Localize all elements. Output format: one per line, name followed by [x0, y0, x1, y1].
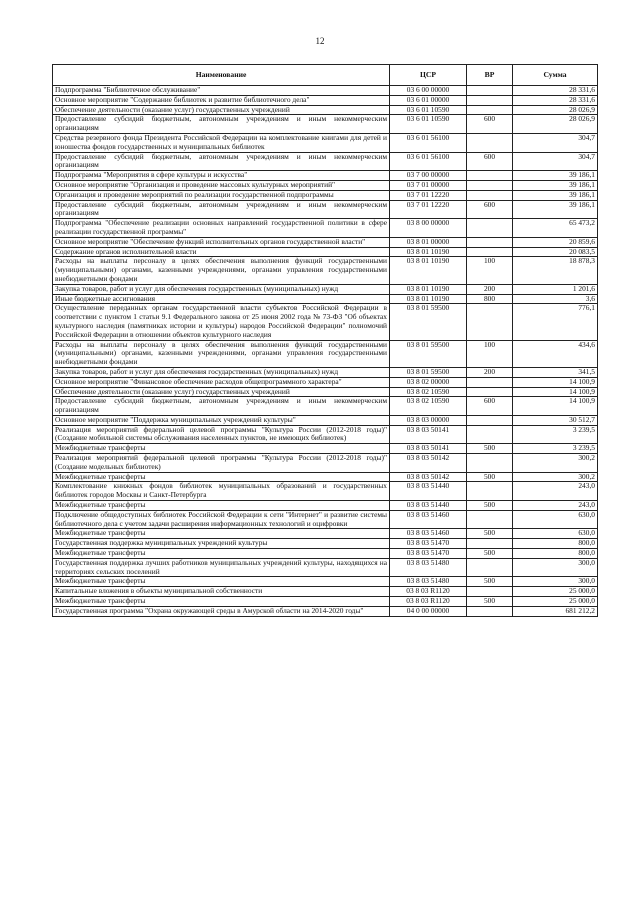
row-sum: 300,0 — [513, 577, 598, 587]
row-name: Подпрограмма "Мероприятия в сфере культуры и искусства" — [53, 171, 390, 181]
table-row — [53, 549, 598, 559]
row-vr — [467, 415, 513, 425]
row-sum: 434,6 — [513, 340, 598, 367]
row-vr — [467, 86, 513, 96]
row-vr: 500 — [467, 501, 513, 511]
row-code: 03 8 02 10590 — [390, 397, 467, 416]
row-sum: 243,0 — [513, 482, 598, 501]
row-vr: 100 — [467, 257, 513, 284]
row-name: Обеспечение деятельности (оказание услуг) государственных учреждений — [53, 105, 390, 115]
row-sum: 28 026,9 — [513, 105, 598, 115]
table-row — [53, 597, 598, 607]
table-row — [53, 501, 598, 511]
row-name: Иные бюджетные ассигнования — [53, 294, 390, 304]
row-vr — [467, 606, 513, 616]
row-sum: 28 026,9 — [513, 115, 598, 134]
row-code: 03 8 01 10190 — [390, 284, 467, 294]
row-sum: 3 239,5 — [513, 444, 598, 454]
row-code: 03 8 03 51440 — [390, 482, 467, 501]
row-name: Основное мероприятие "Организация и проведение массовых культурных мероприятий" — [53, 180, 390, 190]
row-vr — [467, 237, 513, 247]
row-vr — [467, 377, 513, 387]
row-name: Государственная поддержка муниципальных учреждений культуры — [53, 539, 390, 549]
row-name: Государственная программа "Охрана окружающей среды в Амурской области на 2014-2020 годы" — [53, 606, 390, 616]
row-sum: 300,2 — [513, 472, 598, 482]
row-code: 03 8 03 50142 — [390, 472, 467, 482]
row-vr: 500 — [467, 444, 513, 454]
table-row — [53, 482, 598, 501]
row-name: Реализация мероприятий федеральной целевой программы "Культура России (2012-2018 годы)" (Создание модельных библиотек) — [53, 454, 390, 473]
row-name: Межбюджетные трансферты — [53, 577, 390, 587]
row-sum: 39 186,1 — [513, 190, 598, 200]
row-name: Государственная поддержка лучших работников муниципальных учреждений культуры, находящихся на территориях сельских поселений — [53, 558, 390, 577]
row-name: Основное мероприятие "Финансовое обеспечение расходов общепрограммного характера" — [53, 377, 390, 387]
row-name: Организация и проведение мероприятий по реализации государственной подпрограммы — [53, 190, 390, 200]
row-vr: 500 — [467, 597, 513, 607]
row-vr: 500 — [467, 529, 513, 539]
row-vr: 500 — [467, 472, 513, 482]
row-vr — [467, 304, 513, 340]
row-name: Межбюджетные трансферты — [53, 472, 390, 482]
row-sum: 800,0 — [513, 539, 598, 549]
row-code: 04 0 00 00000 — [390, 606, 467, 616]
row-name: Подпрограмма "Обеспечение реализации основных направлений государственной политики в сфере реализации государственной программы" — [53, 219, 390, 238]
table-row — [53, 152, 598, 171]
row-code: 03 7 01 12220 — [390, 190, 467, 200]
table-row — [53, 171, 598, 181]
row-sum: 1 201,6 — [513, 284, 598, 294]
row-code: 03 6 01 56100 — [390, 152, 467, 171]
table-body — [53, 86, 598, 617]
row-sum: 304,7 — [513, 152, 598, 171]
row-vr — [467, 219, 513, 238]
row-vr: 600 — [467, 397, 513, 416]
table-row — [53, 304, 598, 340]
row-code: 03 7 00 00000 — [390, 171, 467, 181]
table-row — [53, 425, 598, 444]
row-code: 03 8 01 59500 — [390, 304, 467, 340]
row-code: 03 8 03 51470 — [390, 549, 467, 559]
row-vr — [467, 171, 513, 181]
row-sum: 65 473,2 — [513, 219, 598, 238]
row-code: 03 8 00 00000 — [390, 219, 467, 238]
row-sum: 800,0 — [513, 549, 598, 559]
table-row — [53, 377, 598, 387]
row-vr — [467, 558, 513, 577]
row-name: Содержание органов исполнительной власти — [53, 247, 390, 257]
row-name: Капитальные вложения в объекты муниципальной собственности — [53, 587, 390, 597]
row-name: Основное мероприятие "Поддержка муниципальных учреждений культуры" — [53, 415, 390, 425]
row-code: 03 8 03 51460 — [390, 529, 467, 539]
row-vr: 600 — [467, 115, 513, 134]
row-name: Комплектование книжных фондов библиотек муниципальных образований и государственных библиотек городов Москвы и Санкт-Петербурга — [53, 482, 390, 501]
row-code: 03 8 03 R1120 — [390, 587, 467, 597]
row-name: Закупка товаров, работ и услуг для обеспечения государственных (муниципальных) нужд — [53, 367, 390, 377]
row-code: 03 8 02 00000 — [390, 377, 467, 387]
row-sum: 30 512,7 — [513, 415, 598, 425]
table-row — [53, 115, 598, 134]
row-name: Предоставление субсидий бюджетным, автономным учреждениям и иным некоммерческим организациям — [53, 397, 390, 416]
row-sum: 300,0 — [513, 558, 598, 577]
row-code: 03 8 01 59500 — [390, 340, 467, 367]
table-row — [53, 367, 598, 377]
row-code: 03 6 01 10590 — [390, 115, 467, 134]
row-vr — [467, 425, 513, 444]
table-row — [53, 86, 598, 96]
row-vr — [467, 454, 513, 473]
row-sum: 243,0 — [513, 501, 598, 511]
row-sum: 630,0 — [513, 510, 598, 529]
header-name: Наименование — [53, 65, 390, 86]
table-row — [53, 237, 598, 247]
table-row — [53, 510, 598, 529]
row-code: 03 8 03 R1120 — [390, 597, 467, 607]
row-vr: 600 — [467, 200, 513, 219]
header-sum: Сумма — [513, 65, 598, 86]
row-code: 03 7 01 00000 — [390, 180, 467, 190]
row-code: 03 8 03 51460 — [390, 510, 467, 529]
row-name: Предоставление субсидий бюджетным, автономным учреждениям и иным некоммерческим организациям — [53, 115, 390, 134]
row-vr: 500 — [467, 577, 513, 587]
row-sum: 28 331,6 — [513, 95, 598, 105]
table-row — [53, 397, 598, 416]
budget-table — [52, 64, 598, 617]
row-code: 03 8 01 10190 — [390, 294, 467, 304]
row-vr — [467, 190, 513, 200]
table-row — [53, 415, 598, 425]
row-code: 03 8 03 50141 — [390, 425, 467, 444]
row-sum: 28 331,6 — [513, 86, 598, 96]
table-row — [53, 219, 598, 238]
table-row — [53, 180, 598, 190]
row-code: 03 8 03 50142 — [390, 454, 467, 473]
row-code: 03 8 03 51480 — [390, 577, 467, 587]
row-name: Расходы на выплаты персоналу в целях обеспечения выполнения функций государственными (муниципальными) органами, казенными учреждениями, органами управления государственными внебюджетными фондами — [53, 340, 390, 367]
row-name: Межбюджетные трансферты — [53, 549, 390, 559]
row-code: 03 8 02 10590 — [390, 387, 467, 397]
row-sum: 20 859,6 — [513, 237, 598, 247]
header-vr: ВР — [467, 65, 513, 86]
row-name: Подключение общедоступных библиотек Российской Федерации к сети "Интернет" и развитие системы библиотечного дела с учетом задачи расширения информационных технологий и оцифровки — [53, 510, 390, 529]
table-row — [53, 190, 598, 200]
row-code: 03 8 03 51440 — [390, 501, 467, 511]
row-name: Обеспечение деятельности (оказание услуг) государственных учреждений — [53, 387, 390, 397]
row-vr — [467, 133, 513, 152]
table-row — [53, 133, 598, 152]
row-sum: 39 186,1 — [513, 180, 598, 190]
row-code: 03 8 03 50141 — [390, 444, 467, 454]
table-row — [53, 558, 598, 577]
row-sum: 14 100,9 — [513, 397, 598, 416]
row-code: 03 6 01 10590 — [390, 105, 467, 115]
row-vr — [467, 180, 513, 190]
row-sum: 304,7 — [513, 133, 598, 152]
row-sum: 18 878,3 — [513, 257, 598, 284]
row-sum: 630,0 — [513, 529, 598, 539]
row-code: 03 8 01 10190 — [390, 257, 467, 284]
row-code: 03 6 01 00000 — [390, 95, 467, 105]
row-sum: 3,6 — [513, 294, 598, 304]
row-sum: 20 083,5 — [513, 247, 598, 257]
row-name: Подпрограмма "Библиотечное обслуживание" — [53, 86, 390, 96]
table-row — [53, 95, 598, 105]
row-sum: 39 186,1 — [513, 171, 598, 181]
row-name: Основное мероприятие "Содержание библиотек и развитие библиотечного дела" — [53, 95, 390, 105]
row-vr: 800 — [467, 294, 513, 304]
row-sum: 39 186,1 — [513, 200, 598, 219]
row-name: Межбюджетные трансферты — [53, 529, 390, 539]
row-name: Закупка товаров, работ и услуг для обеспечения государственных (муниципальных) нужд — [53, 284, 390, 294]
row-sum: 341,5 — [513, 367, 598, 377]
page-number: 12 — [315, 36, 325, 46]
row-sum: 14 100,9 — [513, 387, 598, 397]
table-header-row — [53, 65, 598, 86]
row-code: 03 6 01 56100 — [390, 133, 467, 152]
row-name: Основное мероприятие "Обеспечение функций исполнительных органов государственной власти" — [53, 237, 390, 247]
row-sum: 3 239,5 — [513, 425, 598, 444]
row-vr — [467, 95, 513, 105]
row-code: 03 7 01 12220 — [390, 200, 467, 219]
row-vr: 500 — [467, 549, 513, 559]
row-vr — [467, 510, 513, 529]
row-name: Межбюджетные трансферты — [53, 444, 390, 454]
row-code: 03 6 00 00000 — [390, 86, 467, 96]
table-row — [53, 340, 598, 367]
row-name: Осуществление переданных органам государственной власти субъектов Российской Федерации в соответствии с пунктом 1 статьи 9.1 Федерального закона от 25 июня 2002 года № 73-ФЗ "Об объектах культурного наследия (памятниках истории и культуры) народов Российской Федерации" полномочий Российской Федерации в отношении объектов культурного наследия — [53, 304, 390, 340]
row-sum: 681 212,2 — [513, 606, 598, 616]
row-vr: 200 — [467, 367, 513, 377]
row-name: Предоставление субсидий бюджетным, автономным учреждениям и иным некоммерческим организациям — [53, 200, 390, 219]
row-name: Реализация мероприятий федеральной целевой программы "Культура России (2012-2018 годы)" (Создание мобильной системы обслуживания населенных пунктов, не имеющих библиотек) — [53, 425, 390, 444]
row-code: 03 8 03 00000 — [390, 415, 467, 425]
table-row — [53, 257, 598, 284]
row-name: Расходы на выплаты персоналу в целях обеспечения выполнения функций государственными (муниципальными) органами, казенными учреждениями, органами управления государственными внебюджетными фондами — [53, 257, 390, 284]
row-code: 03 8 03 51470 — [390, 539, 467, 549]
row-name: Межбюджетные трансферты — [53, 597, 390, 607]
row-code: 03 8 01 10190 — [390, 247, 467, 257]
row-code: 03 8 01 00000 — [390, 237, 467, 247]
row-code: 03 8 03 51480 — [390, 558, 467, 577]
row-sum: 776,1 — [513, 304, 598, 340]
row-vr: 200 — [467, 284, 513, 294]
row-vr: 100 — [467, 340, 513, 367]
table-row — [53, 200, 598, 219]
row-sum: 25 000,0 — [513, 597, 598, 607]
row-sum: 25 000,0 — [513, 587, 598, 597]
header-code: ЦСР — [390, 65, 467, 86]
row-sum: 300,2 — [513, 454, 598, 473]
row-code: 03 8 01 59500 — [390, 367, 467, 377]
table-row — [53, 454, 598, 473]
row-name: Межбюджетные трансферты — [53, 501, 390, 511]
row-vr — [467, 482, 513, 501]
row-sum: 14 100,9 — [513, 377, 598, 387]
row-name: Предоставление субсидий бюджетным, автономным учреждениям и иным некоммерческим организациям — [53, 152, 390, 171]
table-row — [53, 606, 598, 616]
row-vr: 600 — [467, 152, 513, 171]
row-name: Средства резервного фонда Президента Российской Федерации на комплектование книгами для детей и юношества фондов государственных и муниципальных библиотек — [53, 133, 390, 152]
table-row — [53, 284, 598, 294]
